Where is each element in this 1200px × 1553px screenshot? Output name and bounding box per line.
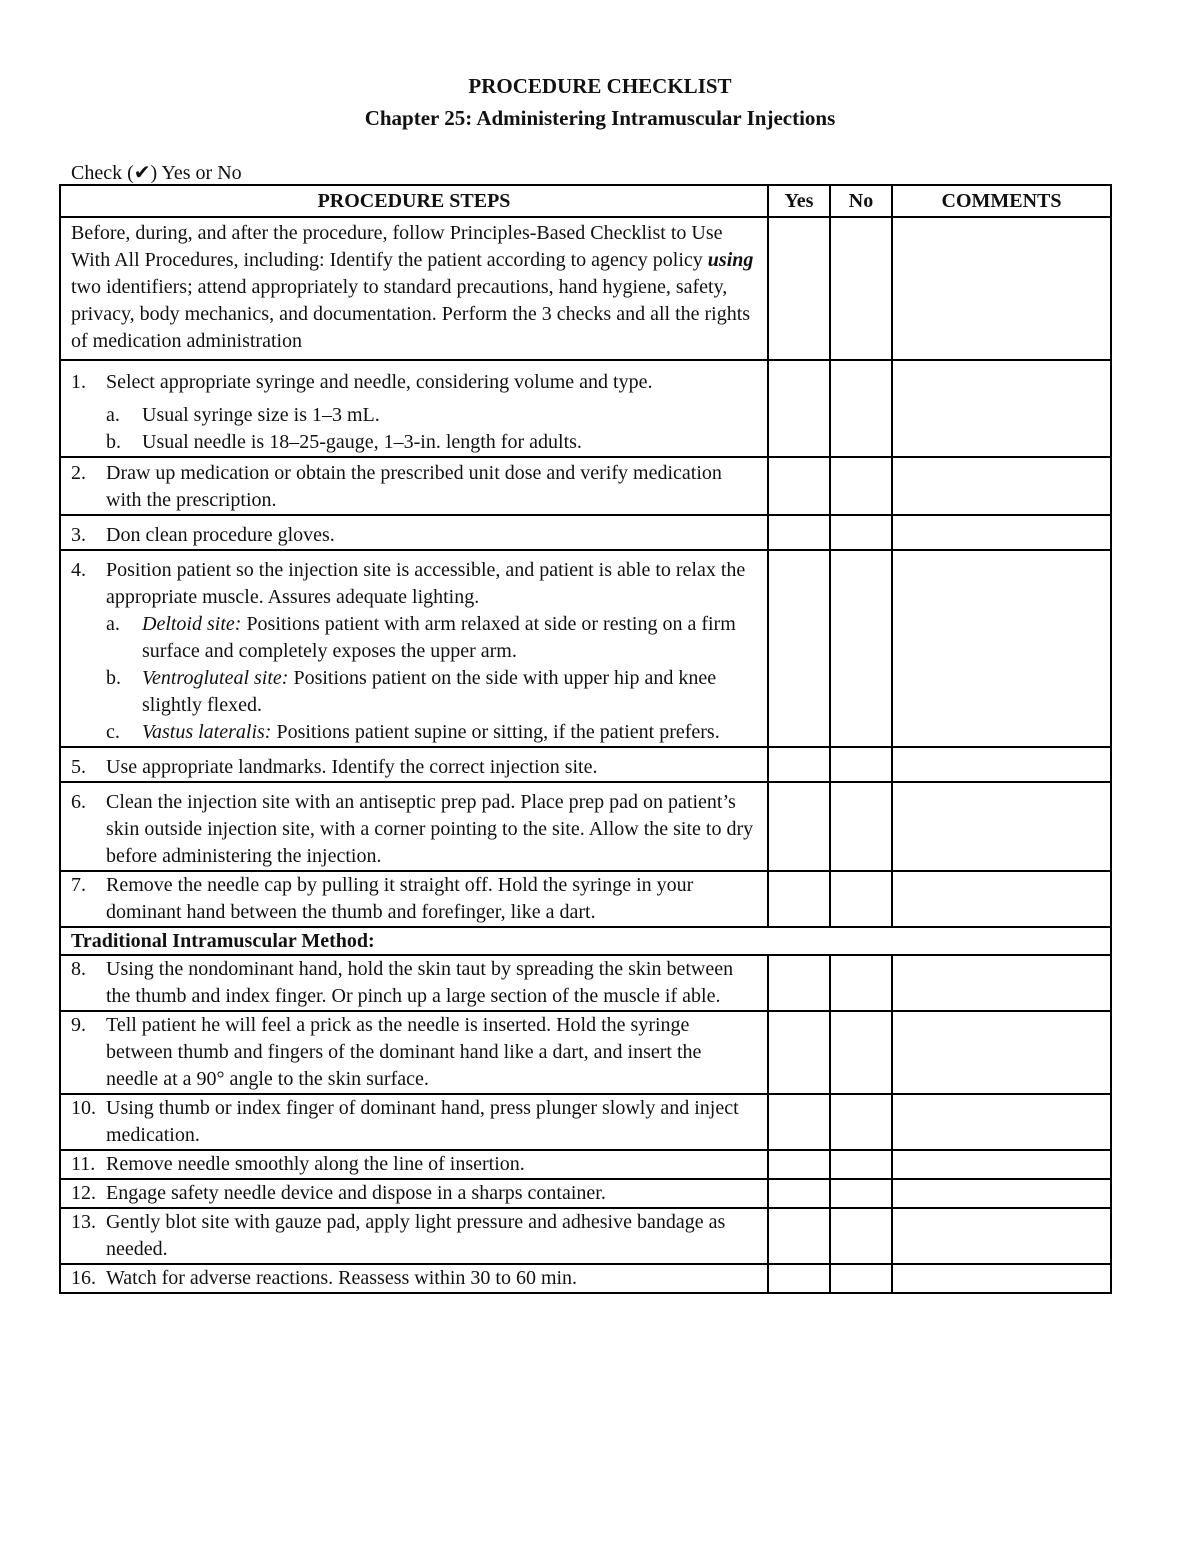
table-row <box>60 515 1111 550</box>
step <box>71 872 757 926</box>
step-number: 5. <box>71 756 86 778</box>
section-header-row <box>60 927 1111 955</box>
comments-cell[interactable] <box>892 782 1111 871</box>
step-text: Watch for adverse reactions. Reassess within 30 to 60 min. <box>106 1267 578 1289</box>
sub-step-letter: a. <box>106 404 120 426</box>
step <box>71 1209 757 1263</box>
comments-cell[interactable] <box>892 457 1111 515</box>
sub-step-body <box>142 611 757 665</box>
header-comments: COMMENTS <box>892 185 1111 217</box>
comments-cell[interactable] <box>892 1208 1111 1264</box>
step <box>71 369 757 396</box>
step <box>71 1095 757 1149</box>
sub-step-text: Positions patient with arm relaxed at side or resting on a firm surface and completely exposes the upper arm. <box>142 613 736 662</box>
no-checkbox-cell[interactable] <box>830 457 892 515</box>
step-number: 12. <box>71 1182 96 1204</box>
checklist-rows <box>60 360 1111 1293</box>
sub-step-letter: b. <box>106 667 121 689</box>
sub-step-text: Positions patient on the side with upper hip and knee slightly flexed. <box>142 667 717 716</box>
procedure-checklist-table <box>59 184 1112 1294</box>
step-cell <box>60 747 768 782</box>
step-cell <box>60 955 768 1011</box>
table-row-intro <box>60 217 1111 360</box>
yes-checkbox-cell[interactable] <box>768 1264 830 1293</box>
yes-checkbox-cell[interactable] <box>768 360 830 457</box>
step-cell <box>60 515 768 550</box>
step-text: Remove the needle cap by pulling it straight off. Hold the syringe in your dominant hand between the thumb and forefinger, like a dart. <box>106 874 694 923</box>
yes-checkbox-cell[interactable] <box>768 1011 830 1094</box>
comments-cell[interactable] <box>892 550 1111 747</box>
comments-cell[interactable] <box>892 747 1111 782</box>
table-row <box>60 955 1111 1011</box>
table-row <box>60 1094 1111 1150</box>
checkmark-icon: ✔ <box>133 162 151 184</box>
table-row <box>60 1179 1111 1208</box>
yes-checkbox-cell[interactable] <box>768 871 830 927</box>
step-number: 11. <box>71 1153 96 1175</box>
step-text: Select appropriate syringe and needle, considering volume and type. <box>106 371 653 393</box>
intro-part2: two identifiers; attend appropriately to standard precautions, hand hygiene, safety, privacy, body mechanics, and documentation. Perform the 3 checks and all the rights of medication administration <box>71 276 751 352</box>
step-text: Position patient so the injection site is accessible, and patient is able to relax the appropriate muscle. Assures adequate lighting. <box>106 559 746 608</box>
step-text: Don clean procedure gloves. <box>106 524 335 546</box>
no-checkbox-cell[interactable] <box>830 1208 892 1264</box>
step-number: 7. <box>71 874 86 896</box>
table-row <box>60 457 1111 515</box>
yes-checkbox-cell[interactable] <box>768 955 830 1011</box>
step-text: Tell patient he will feel a prick as the needle is inserted. Hold the syringe between thumb and fingers of the dominant hand like a dart, and insert the needle at a 90° angle to the skin surface. <box>106 1014 702 1090</box>
step-number: 16. <box>71 1267 96 1289</box>
check-prefix: Check ( <box>71 162 134 184</box>
step-number: 6. <box>71 791 86 813</box>
sub-step-body <box>142 665 757 719</box>
step-cell <box>60 1150 768 1179</box>
step <box>71 1265 757 1292</box>
no-checkbox-cell[interactable] <box>830 1179 892 1208</box>
sub-step-body <box>142 402 380 429</box>
sub-step-body <box>142 429 582 456</box>
yes-checkbox-cell[interactable] <box>768 782 830 871</box>
step-text: Use appropriate landmarks. Identify the correct injection site. <box>106 756 598 778</box>
step-number: 3. <box>71 524 86 546</box>
site-label: Deltoid site: <box>142 613 242 635</box>
sub-step <box>106 665 757 719</box>
intro-part1: Before, during, and after the procedure, follow Principles-Based Checklist to Use With All Procedures, including: Identify the patient according to agency policy <box>71 222 723 271</box>
no-checkbox-cell[interactable] <box>830 955 892 1011</box>
step-cell <box>60 360 768 457</box>
table-row <box>60 871 1111 927</box>
step <box>71 522 757 549</box>
step-number: 10. <box>71 1097 96 1119</box>
step-text: Using thumb or index finger of dominant hand, press plunger slowly and inject medication. <box>106 1097 739 1146</box>
sub-step <box>106 611 757 665</box>
no-checkbox-cell[interactable] <box>830 1150 892 1179</box>
step-cell <box>60 1094 768 1150</box>
comments-cell[interactable] <box>892 1179 1111 1208</box>
no-checkbox-cell[interactable] <box>830 515 892 550</box>
sub-step-letter: c. <box>106 721 120 743</box>
step <box>71 460 757 514</box>
sub-step <box>106 719 757 746</box>
yes-checkbox-cell[interactable] <box>768 217 830 360</box>
step-cell <box>60 871 768 927</box>
sub-step-text: Usual syringe size is 1–3 mL. <box>142 404 380 426</box>
table-header-row <box>60 185 1111 217</box>
sub-step-text: Usual needle is 18–25-gauge, 1–3-in. length for adults. <box>142 431 582 453</box>
site-label: Ventrogluteal site: <box>142 667 289 689</box>
step-cell <box>60 1011 768 1094</box>
comments-cell[interactable] <box>892 360 1111 457</box>
yes-checkbox-cell[interactable] <box>768 1094 830 1150</box>
step-number: 1. <box>71 371 86 393</box>
step <box>71 956 757 1010</box>
intro-emphasis: using <box>707 249 754 271</box>
table-row <box>60 782 1111 871</box>
checklist-title: PROCEDURE CHECKLIST <box>468 74 732 98</box>
step-text: Engage safety needle device and dispose in a sharps container. <box>106 1182 606 1204</box>
table-row <box>60 747 1111 782</box>
yes-checkbox-cell[interactable] <box>768 747 830 782</box>
yes-checkbox-cell[interactable] <box>768 1208 830 1264</box>
sub-step-body <box>142 719 720 746</box>
step-cell <box>60 1208 768 1264</box>
step-number: 9. <box>71 1014 86 1036</box>
step <box>71 557 757 611</box>
no-checkbox-cell[interactable] <box>830 217 892 360</box>
table-row <box>60 360 1111 457</box>
step-cell <box>60 782 768 871</box>
no-checkbox-cell[interactable] <box>830 871 892 927</box>
site-label: Vastus lateralis: <box>142 721 272 743</box>
step <box>71 1180 757 1207</box>
sub-step-letter: a. <box>106 613 120 635</box>
table-row <box>60 1208 1111 1264</box>
yes-checkbox-cell[interactable] <box>768 1179 830 1208</box>
table-row <box>60 550 1111 747</box>
step <box>71 754 757 781</box>
check-suffix: ) Yes or No <box>150 162 242 184</box>
no-checkbox-cell[interactable] <box>830 1264 892 1293</box>
step-text: Remove needle smoothly along the line of insertion. <box>106 1153 525 1175</box>
step-text: Gently blot site with gauze pad, apply light pressure and adhesive bandage as needed. <box>106 1211 726 1260</box>
yes-checkbox-cell[interactable] <box>768 1150 830 1179</box>
step-text: Clean the injection site with an antiseptic prep pad. Place prep pad on patient’s skin outside injection site, with a corner pointing to the site. Allow the site to dry before administering the injection. <box>106 791 754 867</box>
step-text: Using the nondominant hand, hold the skin taut by spreading the skin between the thumb and index finger. Or pinch up a large section of the muscle if able. <box>106 958 734 1007</box>
step-cell <box>60 1179 768 1208</box>
comments-cell[interactable] <box>892 1150 1111 1179</box>
table-row <box>60 1264 1111 1293</box>
no-checkbox-cell[interactable] <box>830 550 892 747</box>
step <box>71 1012 757 1093</box>
header-no: No <box>830 185 892 217</box>
no-checkbox-cell[interactable] <box>830 1094 892 1150</box>
sub-step-text: Positions patient supine or sitting, if the patient prefers. <box>271 721 720 743</box>
step-cell <box>60 1264 768 1293</box>
comments-cell[interactable] <box>892 955 1111 1011</box>
comments-cell[interactable] <box>892 1011 1111 1094</box>
comments-cell[interactable] <box>892 515 1111 550</box>
comments-cell[interactable] <box>892 1264 1111 1293</box>
sub-step-letter: b. <box>106 431 121 453</box>
comments-cell[interactable] <box>892 871 1111 927</box>
no-checkbox-cell[interactable] <box>830 747 892 782</box>
no-checkbox-cell[interactable] <box>830 360 892 457</box>
step-number: 13. <box>71 1211 96 1233</box>
table-row <box>60 1011 1111 1094</box>
sub-step <box>106 429 757 456</box>
header-procedure-steps: PROCEDURE STEPS <box>60 185 768 217</box>
no-checkbox-cell[interactable] <box>830 782 892 871</box>
section-title: Traditional Intramuscular Method: <box>60 927 1111 955</box>
no-checkbox-cell[interactable] <box>830 1011 892 1094</box>
chapter-subtitle: Chapter 25: Administering Intramuscular Injections <box>364 106 836 130</box>
step-number: 2. <box>71 462 86 484</box>
header-yes: Yes <box>768 185 830 217</box>
step <box>71 1151 757 1178</box>
table-row <box>60 1150 1111 1179</box>
step-number: 8. <box>71 958 86 980</box>
sub-step <box>106 402 757 429</box>
check-instruction <box>71 160 242 185</box>
step-cell <box>60 550 768 747</box>
step-cell <box>60 457 768 515</box>
step-text: Draw up medication or obtain the prescribed unit dose and verify medication with the prescription. <box>106 462 722 511</box>
intro-text <box>60 217 768 360</box>
comments-cell[interactable] <box>892 217 1111 360</box>
yes-checkbox-cell[interactable] <box>768 457 830 515</box>
comments-cell[interactable] <box>892 1094 1111 1150</box>
step <box>71 789 757 870</box>
yes-checkbox-cell[interactable] <box>768 550 830 747</box>
step-number: 4. <box>71 559 86 581</box>
yes-checkbox-cell[interactable] <box>768 515 830 550</box>
